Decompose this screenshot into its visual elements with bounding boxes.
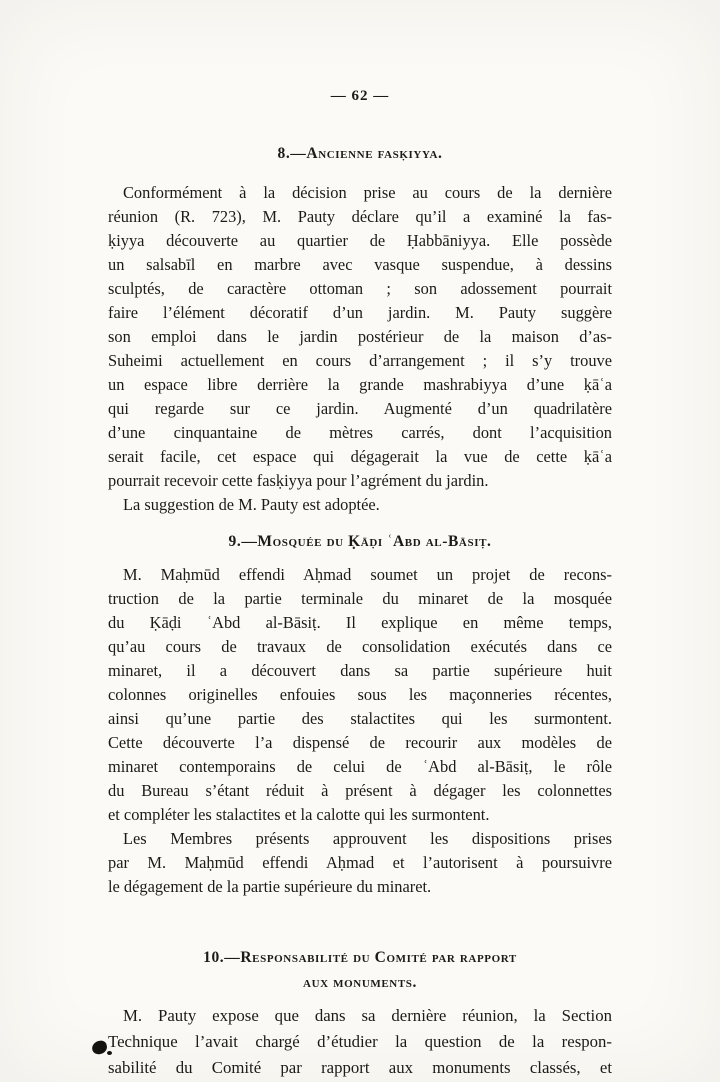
section-heading-line: 10.—Responsabilité du Comité par rapport bbox=[203, 949, 517, 966]
text-line: minaret, il a découvert dans sa partie supérieure huit bbox=[108, 661, 612, 680]
text-line: Technique l’avait chargé d’étudier la question de la respon- bbox=[108, 1032, 612, 1051]
text-line: qui regarde sur ce jardin. Augmenté d’un quadrilatère bbox=[108, 399, 612, 418]
paragraph bbox=[108, 493, 612, 517]
text-line: Les Membres présents approuvent les dispositions prises bbox=[123, 829, 612, 848]
text-line: du Ḳāḍi ʿAbd al-Bāsiṭ. Il explique en même temps, bbox=[108, 613, 612, 632]
text-line: un salsabīl en marbre avec vasque suspendue, à dessins bbox=[108, 255, 612, 274]
page-number: — 62 — bbox=[330, 88, 390, 104]
text-line: truction de la partie terminale du minaret de la mosquée bbox=[108, 589, 612, 608]
text-line: par M. Maḥmūd effendi Aḥmad et l’autorisent à poursuivre bbox=[108, 853, 612, 872]
text-line: du Bureau s’étant réduit à présent à dégager les colonnettes bbox=[108, 781, 612, 800]
text-line: réunion (R. 723), M. Pauty déclare qu’il a examiné la fas- bbox=[108, 207, 612, 226]
text-line: M. Pauty expose que dans sa dernière réunion, la Section bbox=[123, 1006, 612, 1025]
paragraph bbox=[108, 1003, 612, 1081]
text-line: Cette découverte l’a dispensé de recourir aux modèles de bbox=[108, 733, 612, 752]
section-heading: 8.—Ancienne fasḳiyya. bbox=[277, 145, 443, 162]
text-line: serait facile, cet espace qui dégagerait la vue de cette ḳāʿa bbox=[108, 447, 612, 466]
text-line: un espace libre derrière la grande mashrabiyya d’une ḳāʿa bbox=[108, 375, 612, 394]
text-line: La suggestion de M. Pauty est adoptée. bbox=[123, 495, 380, 514]
text-line: faire l’élément décoratif d’un jardin. M. Pauty suggère bbox=[108, 303, 612, 322]
text-line: M. Maḥmūd effendi Aḥmad soumet un projet de recons- bbox=[123, 565, 612, 584]
paragraph bbox=[108, 563, 612, 827]
text-line: Suheimi actuellement en cours d’arrangement ; il s’y trouve bbox=[108, 351, 612, 370]
text-line: et compléter les stalactites et la calotte qui les surmontent. bbox=[108, 805, 490, 824]
text-line: colonnes originelles enfouies sous les maçonneries récentes, bbox=[108, 685, 612, 704]
section-responsabilite-comite bbox=[108, 945, 612, 1081]
text-line: son emploi dans le jardin postérieur de la maison d’as- bbox=[108, 327, 612, 346]
text-line: Conformément à la décision prise au cours de la dernière bbox=[123, 183, 612, 202]
section-heading: 9.—Mosquée du Ḳāḍi ʿAbd al-Bāsiṭ. bbox=[228, 533, 492, 550]
text-line: d’une cinquantaine de mètres carrés, dont l’acquisition bbox=[108, 423, 612, 442]
document-content bbox=[108, 0, 612, 1081]
text-line: ainsi qu’une partie des stalactites qui les surmontent. bbox=[108, 709, 612, 728]
ink-blot bbox=[91, 1039, 109, 1055]
text-line: le dégagement de la partie supérieure du minaret. bbox=[108, 877, 432, 896]
text-line: sculptés, de caractère ottoman ; son adossement pourrait bbox=[108, 279, 612, 298]
text-line: sabilité du Comité par rapport aux monuments classés, et bbox=[108, 1058, 612, 1077]
text-line: minaret contemporains de celui de ʿAbd al-Bāsiṭ, le rôle bbox=[108, 757, 612, 776]
section-ancienne-faskiyya bbox=[108, 145, 612, 517]
text-line: qu’au cours de travaux de consolidation exécutés dans ce bbox=[108, 637, 612, 656]
paragraph bbox=[108, 181, 612, 493]
paragraph bbox=[108, 827, 612, 899]
section-heading-line: aux monuments. bbox=[303, 974, 417, 991]
text-line: ḳiyya découverte au quartier de Ḥabbāniyya. Elle possède bbox=[108, 231, 612, 250]
text-line: pourrait recevoir cette fasḳiyya pour l’agrément du jardin. bbox=[108, 471, 489, 490]
ink-blot bbox=[107, 1051, 112, 1055]
section-heading bbox=[108, 945, 612, 995]
section-mosquee-kadi-abd-al-basit bbox=[108, 533, 612, 899]
